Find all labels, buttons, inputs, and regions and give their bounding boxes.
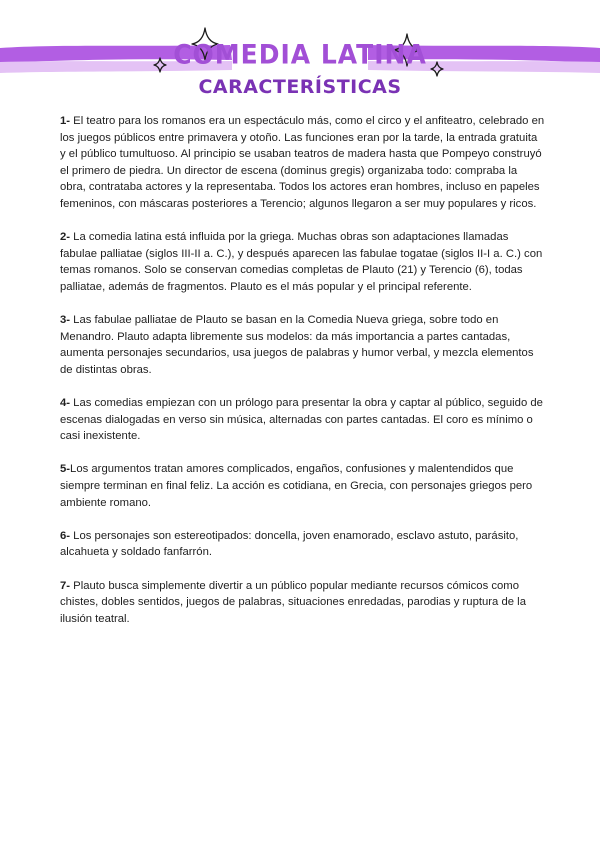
paragraph-3 bbox=[60, 312, 545, 378]
paragraph-text: Las fabulae palliatae de Plauto se basan en la Comedia Nueva griega, sobre todo en Menandro. Plauto adapta libremente sus modelos: da más importancia a partes cantadas, aumenta personajes secundarios, usa juegos de palabras y humor verbal, y mezcla elementos de distintas obras. bbox=[60, 314, 534, 376]
header-banner bbox=[0, 0, 600, 110]
paragraph-text: La comedia latina está influida por la griega. Muchas obras son adaptaciones llamadas fabulae palliatae (siglos III-II a. C.), y después aparecen las fabulae togatae (siglos II-I a. C.) con temas romanos. Solo se conservan comedias completas de Plauto (21) y Terencio (6), todas palliatae, además de fragmentos. Plauto es el más popular y el principal referente. bbox=[60, 231, 543, 293]
paragraph-4 bbox=[60, 395, 545, 445]
paragraph-number: 1- bbox=[60, 115, 71, 127]
paragraph-number: 5- bbox=[60, 463, 71, 476]
paragraph-text: Los argumentos tratan amores complicados, engaños, confusiones y malentendidos que siempre terminan en final feliz. La acción es cotidiana, en Grecia, con personajes griegos pero ambiente romano. bbox=[60, 463, 533, 509]
paragraph-7 bbox=[60, 578, 545, 628]
paragraph-6 bbox=[60, 528, 545, 561]
paragraph-text: Los personajes son estereotipados: doncella, joven enamorado, esclavo astuto, parásito, alcahueta y soldado fanfarrón. bbox=[60, 529, 519, 559]
document-body bbox=[60, 113, 545, 644]
paragraph-1 bbox=[60, 113, 545, 213]
page-title: COMEDIA LATINA bbox=[173, 39, 427, 70]
page-subtitle: CARACTERÍSTICAS bbox=[198, 76, 402, 98]
paragraph-number: 3- bbox=[60, 314, 71, 327]
paragraph-number: 2- bbox=[60, 231, 71, 244]
paragraph-number: 4- bbox=[60, 397, 71, 410]
paragraph-number: 7- bbox=[60, 579, 71, 592]
paragraph-text: El teatro para los romanos era un espectáculo más, como el circo y el anfiteatro, celebrado en los juegos públicos entre primavera y otoño. Las funciones eran por la tarde, la entrada gratuita y el público tumultuoso. Al principio se usaban teatros de madera hasta que Pompeyo construyó el primero de piedra. Un director de escena (dominus gregis) organizaba todo: compraba la obra, contrataba actores y la representaba. Todos los actores eran hombres, incluso en papeles femeninos, con máscaras posteriores a Terencio; algunos llegaron a ser muy populares y ricos. bbox=[60, 115, 545, 210]
paragraph-2 bbox=[60, 229, 545, 295]
paragraph-5 bbox=[60, 461, 545, 511]
paragraph-text: Plauto busca simplemente divertir a un público popular mediante recursos cómicos como chistes, dobles sentidos, juegos de palabras, situaciones enredadas, parodias y ruptura de la ilusión teatral. bbox=[60, 579, 526, 625]
paragraph-number: 6- bbox=[60, 529, 71, 542]
paragraph-text: Las comedias empiezan con un prólogo para presentar la obra y captar al público, seguido de escenas dialogadas en verso sin música, alternadas con partes cantadas. El coro es mínimo o casi inexistente. bbox=[60, 397, 543, 443]
